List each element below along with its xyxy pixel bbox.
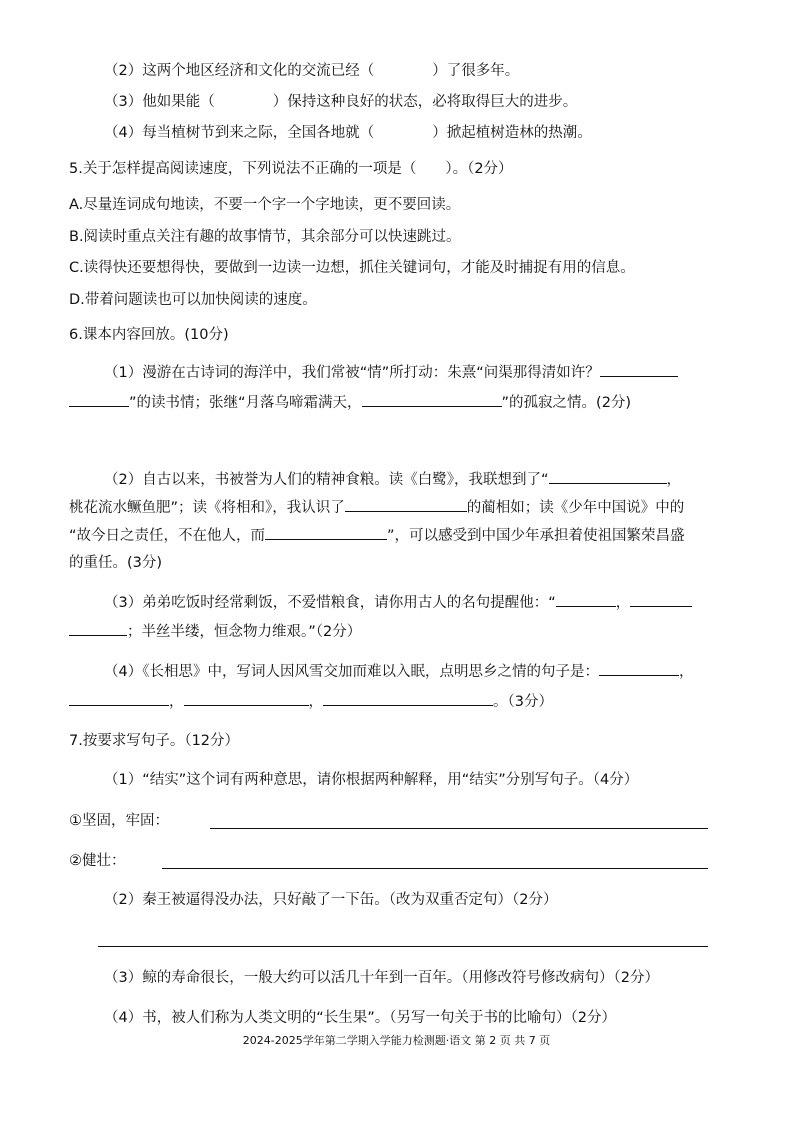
q5-option-b: B.阅读时重点关注有趣的故事情节，其余部分可以快速跳过。 [69,229,461,245]
q6-part1-line2 [69,392,631,413]
q6-part4-line2 [69,691,553,712]
q6-part1-text-b: ”的读书情；张继“月落乌啼霜满天， [129,395,362,411]
q7-part2: （2）秦王被逼得没办法，只好敲了一下缶。（改为双重否定句）（2分） [104,892,558,908]
q7-part1: （1）“结实”这个词有两种意思，请你根据两种解释，用“结实”分别写句子。（4分） [104,772,639,788]
q6-part4-text-d: ， [308,694,323,710]
q5-option-a: A.尽量连词成句地读，不要一个字一个字地读，更不要回读。 [69,197,461,213]
answer-blank[interactable] [69,621,127,636]
q6-part3-text-a: （3）弟弟吃饭时经常剩饭，不爱惜粮食，请你用古人的名句提醒他：“ [104,595,556,611]
q5-option-c: C.读得快还要想得快，要做到一边读一边想，抓住关键词句，才能及时捕捉有用的信息。 [69,260,635,276]
q6-part2-text-b: ， [666,472,681,488]
q6-part3-text-b: ， [615,595,631,611]
page-footer: 2024-2025学年第二学期入学能力检测题·语文 第 2 页 共 7 页 [242,1034,551,1047]
q5-stem: 5.关于怎样提高阅读速度，下列说法不正确的一项是（ ）。（2分） [69,161,513,177]
q6-part2-text-f: ”，可以感受到中国少年承担着使祖国繁荣昌盛 [387,528,685,544]
answer-blank[interactable] [362,392,502,407]
q6-part4-text-c: ， [169,694,184,710]
answer-blank[interactable] [184,691,309,706]
q6-part3-line1 [104,592,692,613]
answer-blank[interactable] [599,661,679,676]
q6-part2-line4: 的重任。(3分) [69,555,163,571]
answer-blank[interactable] [69,691,169,706]
q6-part1-text-a: （1）漫游在古诗词的海洋中，我们常被“情”所打动：朱熹“问渠那得清如许？ [104,365,600,381]
answer-blank[interactable] [345,497,467,512]
q4-sentence-3: （3）他如果能（ ）保持这种良好的状态，必将取得巨大的进步。 [104,94,578,110]
answer-blank[interactable] [556,592,616,607]
answer-blank[interactable] [69,392,129,407]
q6-part2-text-c: 桃花流水鳜鱼肥”；读《将相和》，我认识了 [69,500,345,516]
answer-blank[interactable] [323,691,493,706]
q6-stem: 6.课本内容回放。(10分) [69,327,229,343]
q7-part4: （4）书，被人们称为人类文明的“长生果”。（另写一句关于书的比喻句）（2分） [104,1010,616,1026]
answer-blank[interactable] [549,469,667,484]
answer-blank[interactable] [600,362,678,377]
q4-sentence-2: （2）这两个地区经济和文化的交流已经（ ）了很多年。 [104,63,520,79]
q7-meaning-1: ①坚固，牢固： [69,813,169,829]
q6-part2-line1 [104,469,681,490]
answer-blank[interactable] [630,592,692,607]
q6-part2-line2 [69,497,684,518]
q6-part2-text-e: “故今日之责任，不在他人，而 [69,528,266,544]
q6-part2-line3 [69,525,685,546]
q6-part2-text-d: 的蔺相如；读《少年中国说》中的 [466,500,685,516]
q4-sentence-4: （4）每当植树节到来之际，全国各地就（ ）掀起植树造林的热潮。 [104,125,592,141]
q7-stem: 7.按要求写句子。（12分） [69,733,240,749]
q5-option-d: D.带着问题读也可以加快阅读的速度。 [69,292,317,308]
q7-meaning-2: ②健壮： [69,853,126,869]
q6-part4-text-a: （4）《长相思》中，写词人因风雪交加而难以入眠，点明思乡之情的句子是： [104,664,599,680]
q6-part1-line1 [104,362,678,383]
answer-blank[interactable] [265,525,387,540]
answer-line[interactable] [210,828,708,829]
q6-part2-text-a: （2）自古以来，书被誉为人们的精神食粮。读《白鹭》，我联想到了“ [104,472,549,488]
q6-part3-line2 [69,621,361,642]
q7-part3: （3）鲸的寿命很长，一般大约可以活几十年到一百年。（用修改符号修改病句）（2分） [104,970,659,986]
q6-part4-text-e: 。（3分） [493,694,553,710]
answer-line[interactable] [162,868,708,869]
q6-part4-line1 [104,661,693,682]
q6-part3-text-c: ；半丝半缕，恒念物力维艰。”（2分） [127,624,362,640]
q6-part1-text-c: ”的孤寂之情。(2分) [501,395,632,411]
q6-part4-text-b: ， [678,664,694,680]
answer-line[interactable] [98,946,708,947]
